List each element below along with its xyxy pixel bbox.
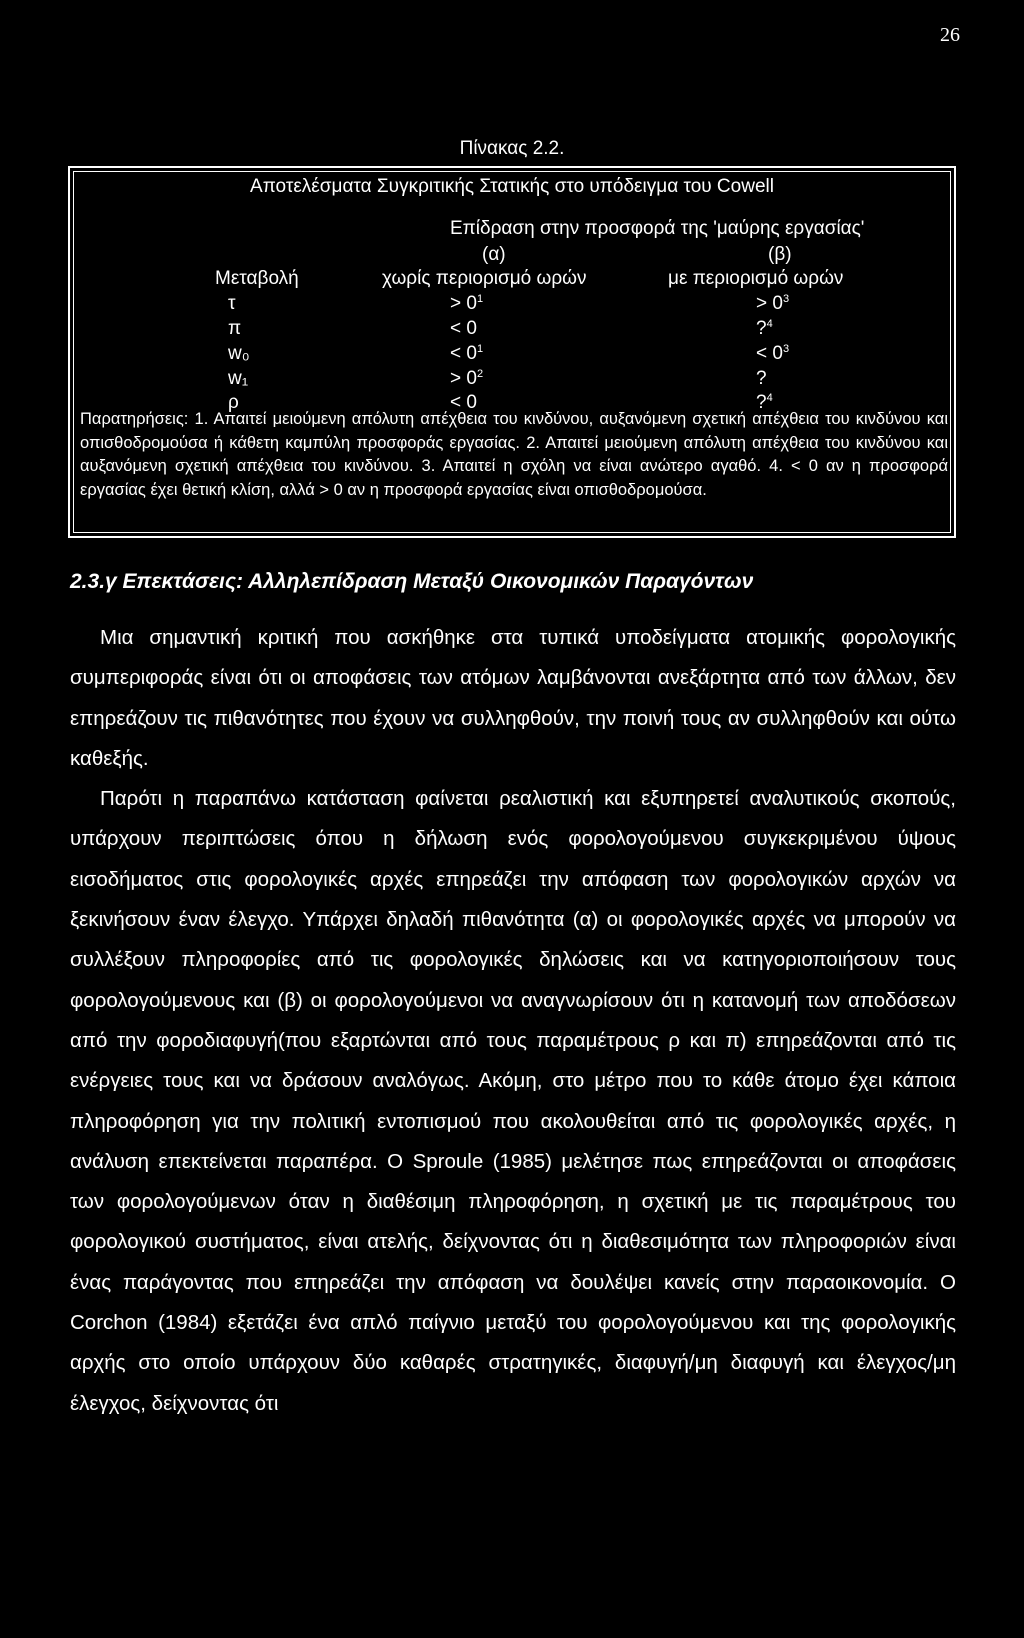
row-value-b: > $0^3$ (756, 293, 790, 314)
column-header-variable: Μεταβολή (215, 268, 299, 289)
row-value-b: ? (756, 368, 767, 389)
column-a-label: (α) (482, 244, 506, 265)
row-variable: w₀ (228, 343, 250, 364)
row-variable: w₁ (228, 368, 249, 389)
column-b-label: (β) (768, 244, 792, 265)
row-value-b: ?$^4$ (756, 392, 773, 413)
row-value-a: < 0 (450, 318, 477, 339)
section-heading: 2.3.γ Επεκτάσεις: Αλληλεπίδραση Μεταξύ Οικονομικών Παραγόντων (70, 570, 754, 593)
row-value-a: > $0^1$ (450, 293, 484, 314)
column-header-with-limit: με περιορισμό ωρών (668, 268, 844, 289)
row-variable: π (228, 318, 242, 339)
paragraph: Παρότι η παραπάνω κατάσταση φαίνεται ρεαλιστική και εξυπηρετεί αναλυτικούς σκοπούς, υπάρχουν περιπτώσεις όπου η δήλωση ενός φορολογούμενου συγκεκριμένου ύψους εισοδήματος στις φορολογικές αρχές επηρεάζει την απόφαση των φορολογικών αρχών να ξεκινήσουν έναν έλεγχο. Υπάρχει δηλαδή πιθανότητα (α) οι φορολογικές αρχές να μπορούν να συλλέξουν πληροφορίες από τις φορολογικές δηλώσεις και να κατηγοριοποιήσουν τους φορολογούμενους και (β) οι φορολογούμενοι να αναγνωρίσουν ότι η κατανομή των αποδόσεων από την φοροδιαφυγή(που εξαρτώνται από τους παραμέτρους ρ και π) επηρεάζονται από τις ενέργειες τους και να δράσουν αναλόγως. Ακόμη, στο μέτρο που το κάθε άτομο έχει κάποια πληροφόρηση για την πολιτική εντοπισμού που ακολουθείται από τις φορολογικές αρχές, η ανάλυση επεκτείνεται παραπέρα. Ο Sproule (1985) μελέτησε πως επηρεάζονται οι αποφάσεις των φορολογούμενων όταν η διαθέσιμη πληροφόρηση, η σχετική με τις παραμέτρους του φορολογικού συστήματος, είναι ατελής, δείχνοντας ότι η διαθεσιμότητα των πληροφοριών είναι ένας παράγοντας που επηρεάζει την απόφαση να δουλέψει κανείς στην παραοικονομία. Ο Corchon (1984) εξετάζει ένα απλό παίγνιο μεταξύ του φορολογούμενου και της φορολογικής αρχής στο οποίο υπάρχουν δύο καθαρές στρατηγικές, διαφυγή/μη διαφυγή και έλεγχος/μη έλεγχος, δείχνοντας ότι (70, 787, 956, 1415)
row-value-a: < 0 (450, 392, 477, 413)
body-text (70, 618, 956, 1424)
row-value-a: < $0^1$ (450, 343, 484, 364)
row-variable: τ (228, 293, 236, 314)
row-value-a: > $0^2$ (450, 368, 484, 389)
row-variable: ρ (228, 392, 239, 413)
table-title: Αποτελέσματα Συγκριτικής Στατικής στο υπόδειγμα του Cowell (250, 176, 774, 197)
table-caption: Πίνακας 2.2. (459, 138, 565, 159)
row-value-b: ?$^4$ (756, 318, 773, 339)
effect-header: Επίδραση στην προσφορά της 'μαύρης εργασίας' (450, 218, 865, 239)
paragraph: Μια σημαντική κριτική που ασκήθηκε στα τυπικά υποδείγματα ατομικής φορολογικής συμπεριφοράς είναι ότι οι αποφάσεις των ατόμων λαμβάνονται ανεξάρτητα από των άλλων, δεν επηρεάζουν τις πιθανότητες που έχουν να συλληφθούν, την ποινή τους αν συλληφθούν και ούτω καθεξής. (70, 626, 956, 770)
row-value-b: < $0^3$ (756, 343, 790, 364)
table-notes: Παρατηρήσεις: 1. Απαιτεί μειούμενη απόλυτη απέχθεια του κινδύνου, αυξανόμενη σχετική απέχθεια του κινδύνου και οπισθοδρομούσα ή κάθετη καμπύλη προσφοράς εργασίας. 2. Απαιτεί μειούμενη απόλυτη απέχθεια του κινδύνου και αυξανόμενη σχετική απέχθεια του κινδύνου. 3. Απαιτεί η σχόλη να είναι ανώτερο αγαθό. 4. < 0 αν η προσφορά εργασίας έχει θετική κλίση, αλλά > 0 αν η προσφορά εργασίας είναι οπισθοδρομούσα. (80, 410, 948, 499)
page-number: 26 (940, 24, 960, 46)
column-header-without-limit: χωρίς περιορισμό ωρών (382, 268, 587, 289)
